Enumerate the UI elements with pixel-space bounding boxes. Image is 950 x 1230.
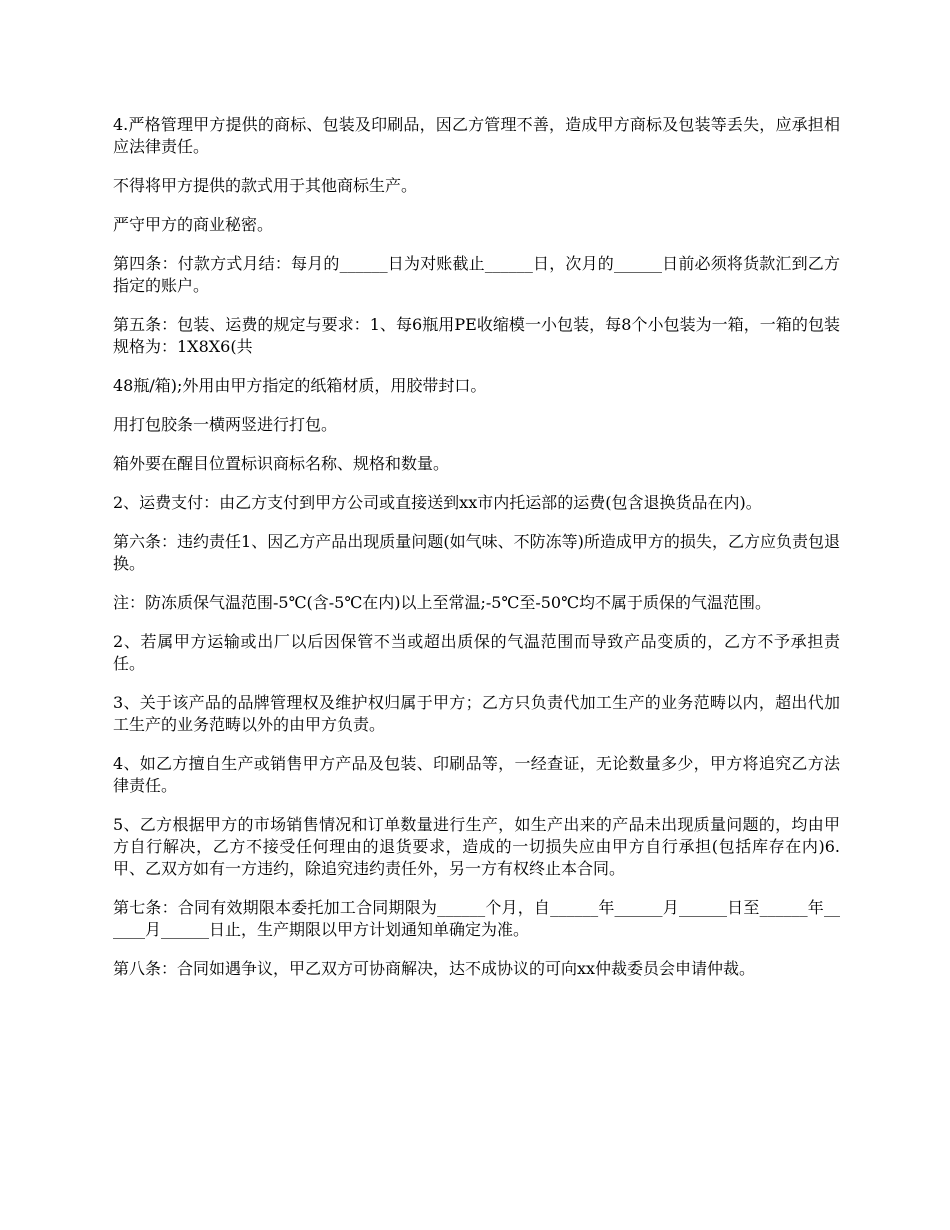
paragraph-15: 5、乙方根据甲方的市场销售情况和订单数量进行生产，如生产出来的产品未出现质量问题的，均由甲方自行解决，乙方不接受任何理由的退货要求，造成的一切损失应由甲方自行承担(包括库存在内)6.甲、乙双方如有一方违约，除追究违约责任外，另一方有权终止本合同。 xyxy=(113,815,840,878)
paragraph-14: 4、如乙方擅自生产或销售甲方产品及包装、印刷品等，一经查证，无论数量多少，甲方将追究乙方法律责任。 xyxy=(113,754,840,795)
paragraph-8: 箱外要在醒目位置标识商标名称、规格和数量。 xyxy=(113,454,450,473)
paragraph-10: 第六条：违约责任1、因乙方产品出现质量问题(如气味、不防冻等)所造成甲方的损失，乙方应负责包退换。 xyxy=(113,532,840,573)
paragraph-4: 第四条：付款方式月结：每月的______日为对账截止______日，次月的______日前必须将货款汇到乙方指定的账户。 xyxy=(113,254,840,295)
paragraph-17: 第八条：合同如遇争议，甲乙双方可协商解决，达不成协议的可向xx仲裁委员会申请仲裁。 xyxy=(113,959,756,978)
paragraph-11: 注：防冻质保气温范围-5℃(含-5℃在内)以上至常温;-5℃至-50℃均不属于质保的气温范围。 xyxy=(113,593,771,612)
paragraph-16: 第七条：合同有效期限本委托加工合同期限为______个月，自______年______月______日至______年______月______日止，生产期限以甲方计划通知单确定为准。 xyxy=(113,898,840,939)
paragraph-1: 4.严格管理甲方提供的商标、包装及印刷品，因乙方管理不善，造成甲方商标及包装等丢失，应承担相应法律责任。 xyxy=(113,115,840,156)
paragraph-7: 用打包胶条一横两竖进行打包。 xyxy=(113,415,338,434)
paragraph-13: 3、关于该产品的品牌管理权及维护权归属于甲方；乙方只负责代加工生产的业务范畴以内，超出代加工生产的业务范畴以外的由甲方负责。 xyxy=(113,693,840,734)
paragraph-3: 严守甲方的商业秘密。 xyxy=(113,215,274,234)
paragraph-9: 2、运费支付：由乙方支付到甲方公司或直接送到xx市内托运部的运费(包含退换货品在内)。 xyxy=(113,493,762,512)
paragraph-12: 2、若属甲方运输或出厂以后因保管不当或超出质保的气温范围而导致产品变质的，乙方不予承担责任。 xyxy=(113,632,840,673)
paragraph-6: 48瓶/箱);外用由甲方指定的纸箱材质，用胶带封口。 xyxy=(113,376,487,395)
paragraph-2: 不得将甲方提供的款式用于其他商标生产。 xyxy=(113,176,418,195)
document-page xyxy=(113,114,840,997)
paragraph-5: 第五条：包装、运费的规定与要求：1、每6瓶用PE收缩模一小包装，每8个小包装为一箱，一箱的包装规格为：1X8X6(共 xyxy=(113,315,840,356)
